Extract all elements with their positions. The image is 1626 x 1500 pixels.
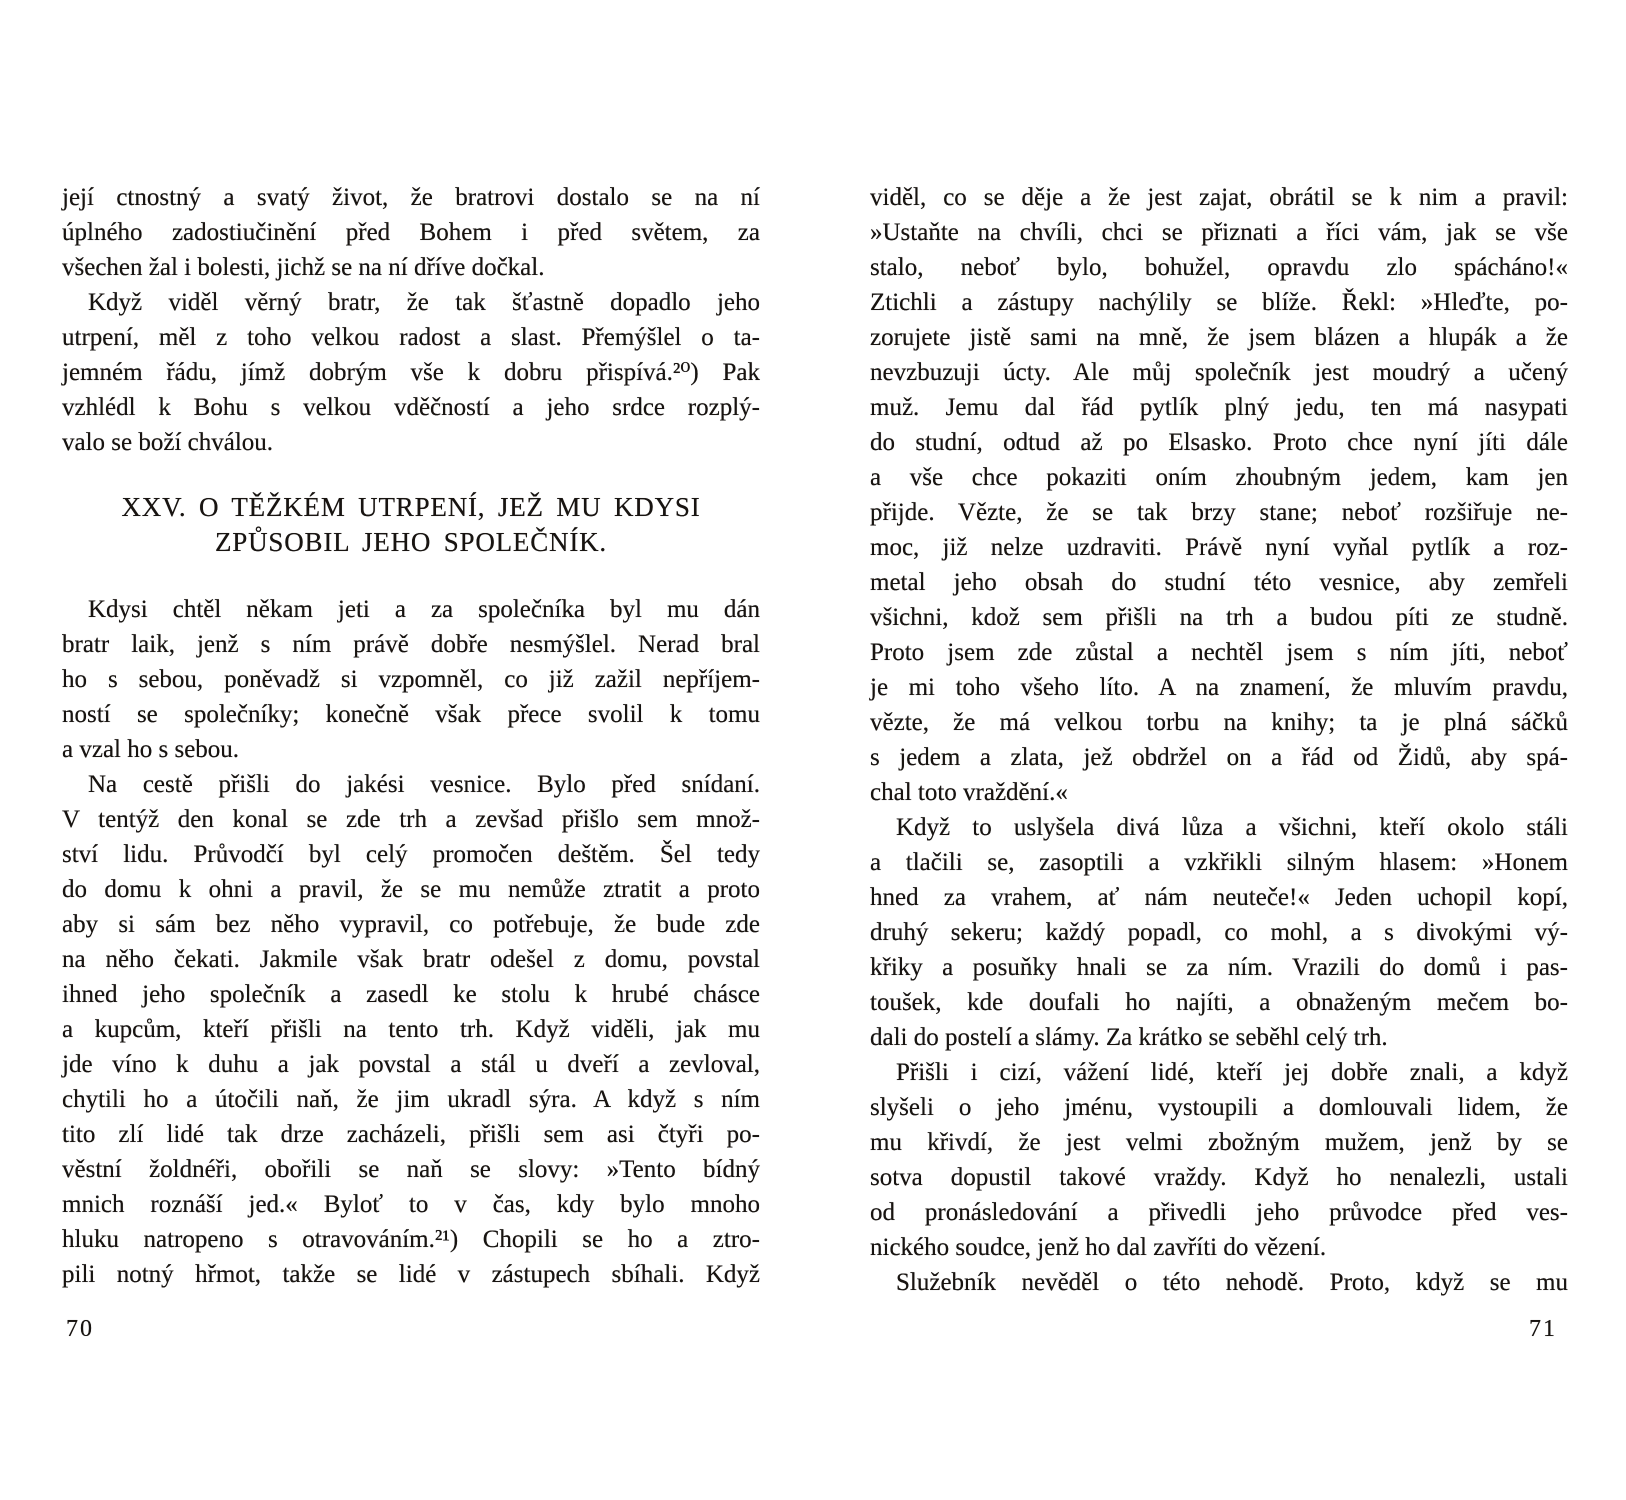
text-line: křiky a posuňky hnali se za ním. Vrazili do domů i pas- [870, 954, 1568, 981]
text-line: a kupcům, kteří přišli na tento trh. Když viděli, jak mu [62, 1016, 760, 1043]
paragraph [62, 592, 760, 767]
text-line: druhý sekeru; každý popadl, co mohl, a s divokými vý- [870, 919, 1568, 946]
text-line: ností se společníky; konečně však přece svolil k tomu [62, 701, 760, 728]
text-line: ství lidu. Průvodčí byl celý promočen deštěm. Šel tedy [62, 841, 760, 868]
text-line: hluku natropeno s otravováním.²¹) Chopili se ho a ztro- [62, 1226, 760, 1253]
text-line: Když viděl věrný bratr, že tak šťastně dopadlo jeho [88, 289, 760, 316]
text-line: muž. Jemu dal řád pytlík plný jedu, ten má nasypati [870, 394, 1568, 421]
text-line: úplného zadostiučinění před Bohem i před světem, za [62, 219, 760, 246]
text-line: mu křivdí, že jest velmi zbožným mužem, jenž by se [870, 1129, 1568, 1156]
text-line: a vše chce pokaziti oním zhoubným jedem, kam jen [870, 464, 1568, 491]
text-line: a tlačili se, zasoptili a vzkřikli silným hlasem: »Honem [870, 849, 1568, 876]
text-line: a vzal ho s sebou. [62, 736, 240, 763]
text-line: její ctnostný a svatý život, že bratrovi dostalo se na ní [62, 184, 760, 211]
paragraph [870, 810, 1568, 1055]
text-line: stalo, neboť bylo, bohužel, opravdu zlo spácháno!« [870, 254, 1568, 281]
text-line: jde víno k duhu a jak povstal a stál u dveří a zevloval, [62, 1051, 760, 1078]
text-line: do domu k ohni a pravil, že se mu nemůže ztratit a proto [62, 876, 760, 903]
text-line: je mi toho všeho líto. A na znamení, že mluvím pravdu, [870, 674, 1568, 701]
text-line: chytili ho a útočili naň, že jim ukradl sýra. A když s ním [62, 1086, 760, 1113]
text-line: od pronásledování a přivedli jeho průvodce před ves- [870, 1199, 1568, 1226]
paragraph [62, 767, 760, 1292]
paragraph [62, 285, 760, 460]
text-line: chal toto vraždění.« [870, 779, 1068, 806]
text-line: Když to uslyšela divá lůza a všichni, kteří okolo stáli [896, 814, 1568, 841]
text-line: sotva dopustil takové vraždy. Když ho nenalezli, ustali [870, 1164, 1568, 1191]
page-number-right: 71 [1529, 1316, 1557, 1342]
text-line: na něho čekati. Jakmile však bratr odešel z domu, povstal [62, 946, 760, 973]
text-line: všichni, kdož sem přišli na trh a budou píti ze studně. [870, 604, 1568, 631]
chapter-heading-line: XXV. O TĚŽKÉM UTRPENÍ, JEŽ MU KDYSI [121, 492, 701, 522]
text-line: viděl, co se děje a že jest zajat, obrátil se k nim a pravil: [870, 184, 1568, 211]
text-line: toušek, kde doufali ho najíti, a obnaženým mečem bo- [870, 989, 1568, 1016]
page-left [62, 180, 760, 1292]
text-line: hned za vrahem, ať nám neuteče!« Jeden uchopil kopí, [870, 884, 1568, 911]
chapter-heading [62, 490, 760, 560]
text-line: slyšeli o jeho jménu, vystoupili a domlouvali lidem, že [870, 1094, 1568, 1121]
chapter-heading-line: ZPŮSOBIL JEHO SPOLEČNÍK. [215, 527, 607, 557]
text-line: všechen žal i bolesti, jichž se na ní dříve dočkal. [62, 254, 545, 281]
text-line: vzhlédl k Bohu s velkou vděčností a jeho srdce rozplý- [62, 394, 760, 421]
text-line: aby si sám bez něho vypravil, co potřebuje, že bude zde [62, 911, 760, 938]
text-line: Služebník nevěděl o této nehodě. Proto, když se mu [896, 1269, 1568, 1296]
paragraph [62, 180, 760, 285]
text-line: utrpení, měl z toho velkou radost a slast. Přemýšlel o ta- [62, 324, 760, 351]
page-number-left: 70 [66, 1316, 94, 1342]
paragraph [870, 180, 1568, 810]
text-line: do studní, odtud až po Elsasko. Proto chce nyní jíti dále [870, 429, 1568, 456]
text-line: věstní žoldnéři, obořili se naň se slovy: »Tento bídný [62, 1156, 760, 1183]
text-line: mnich roznáší jed.« Byloť to v čas, kdy bylo mnoho [62, 1191, 760, 1218]
text-line: Kdysi chtěl někam jeti a za společníka byl mu dán [88, 596, 760, 623]
text-line: Ztichli a zástupy nachýlily se blíže. Řekl: »Hleďte, po- [870, 289, 1568, 316]
text-line: Na cestě přišli do jakési vesnice. Bylo před snídaní. [88, 771, 760, 798]
text-line: V tentýž den konal se zde trh a zevšad přišlo sem množ- [62, 806, 760, 833]
text-line: přijde. Vězte, že se tak brzy stane; neboť rozšiřuje ne- [870, 499, 1568, 526]
text-line: ho s sebou, poněvadž si vzpomněl, co již zažil nepříjem- [62, 666, 760, 693]
text-line: moc, již nelze uzdraviti. Právě nyní vyňal pytlík a roz- [870, 534, 1568, 561]
text-line: dali do postelí a slámy. Za krátko se seběhl celý trh. [870, 1024, 1388, 1051]
text-line: zorujete jistě sami na mně, že jsem blázen a hlupák a že [870, 324, 1568, 351]
text-line: tito zlí lidé tak drze zacházeli, přišli sem asi čtyři po- [62, 1121, 760, 1148]
text-line: s jedem a zlata, jež obdržel on a řád od Židů, aby spá- [870, 744, 1568, 771]
paragraph [870, 1265, 1568, 1300]
text-line: pili notný hřmot, takže se lidé v zástupech sbíhali. Když [62, 1261, 760, 1288]
page-right [870, 180, 1568, 1300]
text-line: Proto jsem zde zůstal a nechtěl jsem s ním jíti, neboť [870, 639, 1568, 666]
text-line: metal jeho obsah do studní této vesnice, aby zemřeli [870, 569, 1568, 596]
text-line: nevzbuzuji úcty. Ale můj společník jest moudrý a učený [870, 359, 1568, 386]
text-line: Přišli i cizí, vážení lidé, kteří jej dobře znali, a když [896, 1059, 1568, 1086]
paragraph [870, 1055, 1568, 1265]
text-line: bratr laik, jenž s ním právě dobře nesmýšlel. Nerad bral [62, 631, 760, 658]
text-line: valo se boží chválou. [62, 429, 274, 456]
text-line: nického soudce, jenž ho dal zavříti do vězení. [870, 1234, 1327, 1261]
text-line: jemném řádu, jímž dobrým vše k dobru přispívá.²⁰) Pak [62, 359, 760, 386]
text-line: ihned jeho společník a zasedl ke stolu k hrubé chásce [62, 981, 760, 1008]
text-line: vězte, že má velkou torbu na knihy; ta je plná sáčků [870, 709, 1568, 736]
text-line: »Ustaňte na chvíli, chci se přiznati a říci vám, jak se vše [870, 219, 1568, 246]
